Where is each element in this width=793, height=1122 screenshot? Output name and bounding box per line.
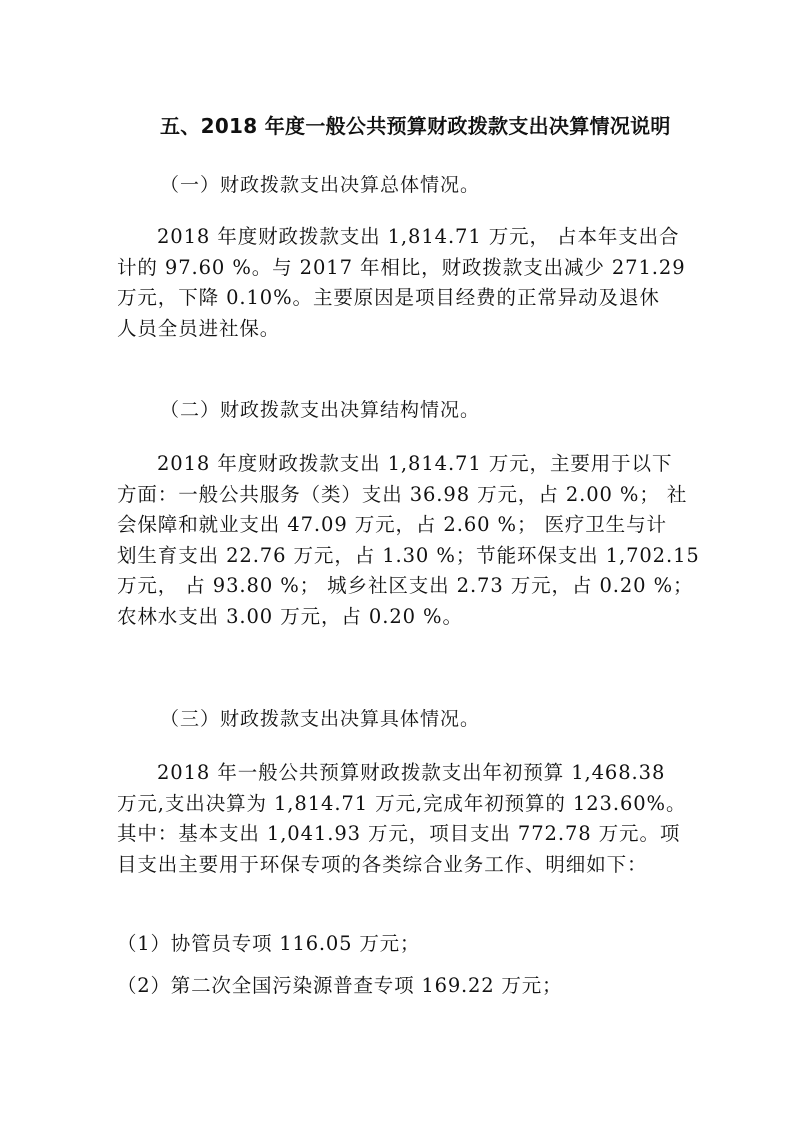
paragraph-line: 人员全员进社保。 (117, 316, 281, 340)
paragraph-line: 2018 年度财政拨款支出 1,814.71 万元， 占本年支出合 (157, 225, 680, 248)
section-2-heading: （二）财政拨款支出决算结构情况。 (160, 399, 481, 421)
section-1-heading: （一）财政拨款支出决算总体情况。 (160, 174, 481, 196)
paragraph-line: 2018 年度财政拨款支出 1,814.71 万元，主要用于以下 (157, 452, 673, 475)
paragraph-line: 万元，下降 0.10%。主要原因是项目经费的正常异动及退休 (117, 286, 660, 309)
list-item: （1）协管员专项 116.05 万元； (117, 932, 421, 955)
paragraph-line: 方面：一般公共服务（类）支出 36.98 万元，占 2.00 %； 社 (117, 482, 688, 506)
paragraph-line: 会保障和就业支出 47.09 万元，占 2.60 %； 医疗卫生与计 (117, 513, 667, 536)
section-2-paragraph (117, 449, 700, 632)
paragraph-line: 万元， 占 93.80 %； 城乡社区支出 2.73 万元，占 0.20 %； (117, 574, 694, 597)
paragraph-line: 划生育支出 22.76 万元，占 1.30 %；节能环保支出 1,702.15 (117, 543, 700, 567)
section-1-paragraph (117, 222, 686, 344)
paragraph-line: 农林水支出 3.00 万元，占 0.20 %。 (117, 604, 463, 628)
list-item: （2）第二次全国污染源普查专项 169.22 万元； (117, 974, 563, 997)
paragraph-line: 万元,支出决算为 1,814.71 万元,完成年初预算的 123.60%。 (117, 791, 687, 815)
paragraph-line: 2018 年一般公共预算财政拨款支出年初预算 1,468.38 (157, 761, 666, 784)
paragraph-line: 目支出主要用于环保专项的各类综合业务工作、明细如下： (117, 852, 648, 876)
page-title: 五、2018 年度一般公共预算财政拨款支出决算情况说明 (160, 114, 671, 138)
section-3-heading: （三）财政拨款支出决算具体情况。 (160, 708, 481, 730)
section-3-paragraph (117, 758, 687, 880)
paragraph-line: 其中：基本支出 1,041.93 万元，项目支出 772.78 万元。项 (117, 822, 681, 845)
paragraph-line: 计的 97.60 %。与 2017 年相比，财政拨款支出减少 271.29 (117, 255, 686, 279)
